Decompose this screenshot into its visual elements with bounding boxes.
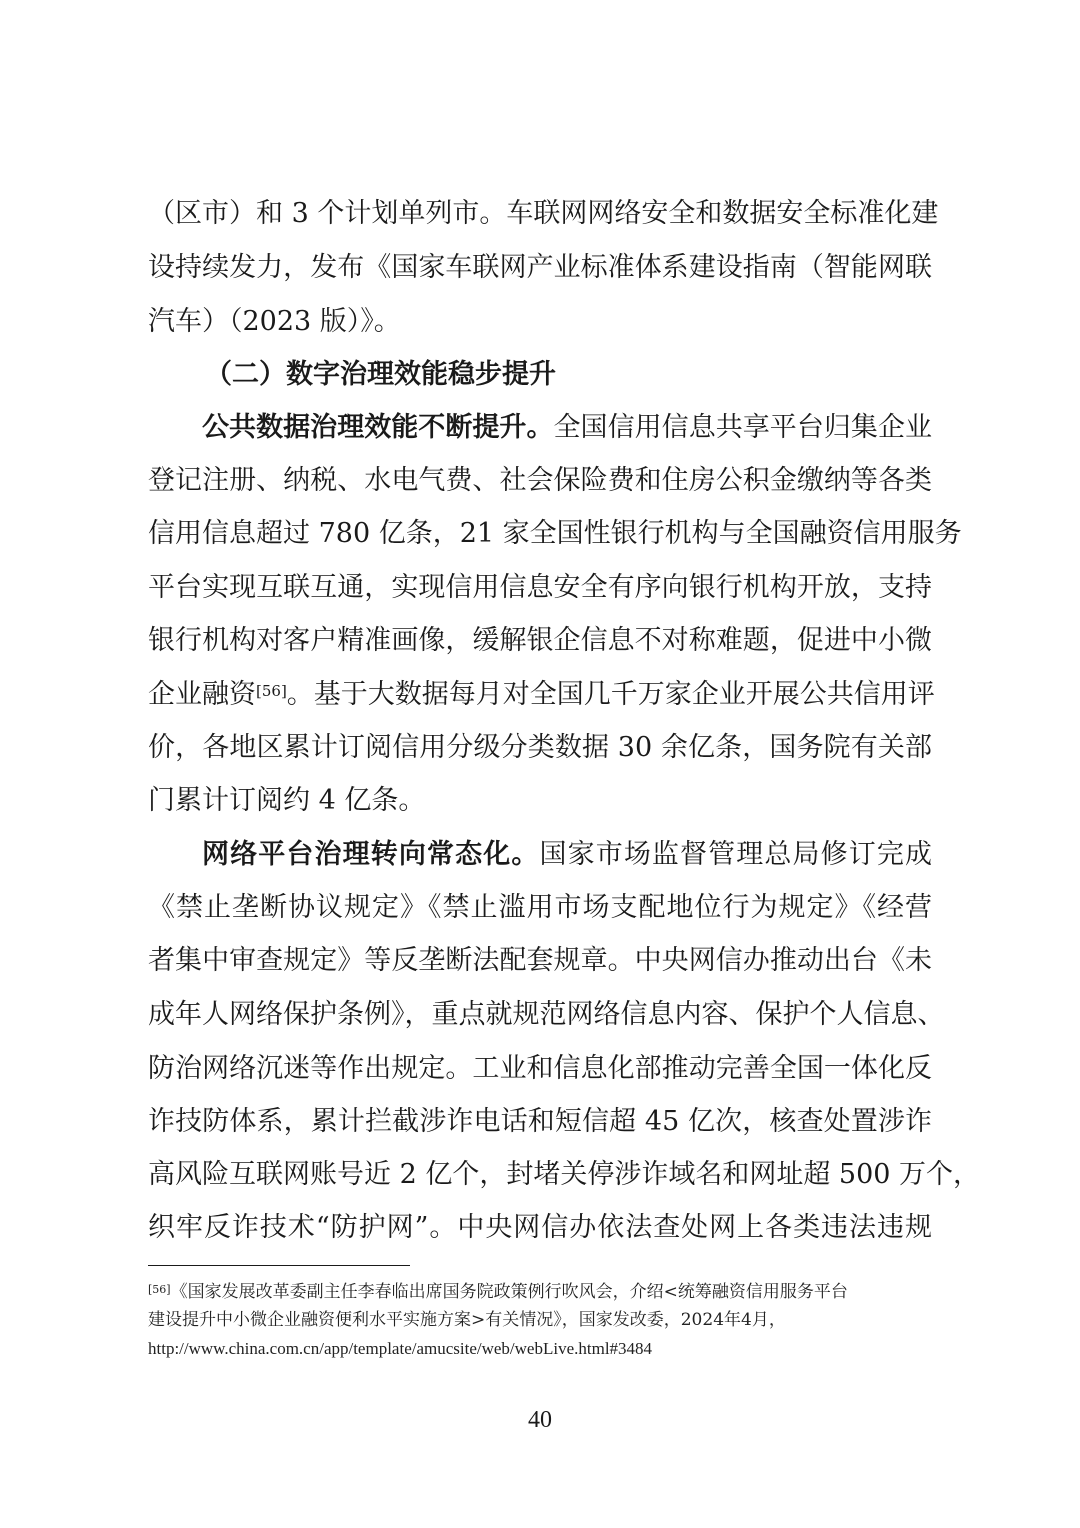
paragraph-3-line-6: 诈技防体系，累计拦截涉诈电话和短信超 45 亿次，核查处置涉诈 bbox=[148, 1106, 932, 1137]
paragraph-2-line-3: 信用信息超过 780 亿条，21 家全国性银行机构与全国融资信用服务 bbox=[148, 518, 962, 549]
paragraph-2-line-6 bbox=[148, 675, 935, 715]
paragraph-2-line-7: 价，各地区累计订阅信用分级分类数据 30 余亿条，国务院有关部 bbox=[148, 732, 932, 763]
paragraph-2-line-6-start: 企业融资 bbox=[148, 679, 256, 710]
paragraph-3-lead: 网络平台治理转向常态化。 bbox=[202, 839, 540, 870]
paragraph-3-line-1 bbox=[202, 835, 932, 875]
paragraph-3-line-2: 《禁止垄断协议规定》《禁止滥用市场支配地位行为规定》《经营 bbox=[148, 892, 932, 923]
paragraph-2-line-5: 银行机构对客户精准画像，缓解银企信息不对称难题，促进中小微 bbox=[148, 625, 932, 656]
paragraph-2-line-1-text: 全国信用信息共享平台归集企业 bbox=[553, 412, 932, 443]
paragraph-2-line-2: 登记注册、纳税、水电气费、社会保险费和住房公积金缴纳等各类 bbox=[148, 465, 932, 496]
footnote-reference[interactable]: [56] bbox=[256, 682, 287, 700]
paragraph-2-line-6-end: 。基于大数据每月对全国几千万家企业开展公共信用评 bbox=[286, 679, 935, 710]
paragraph-3-line-8: 织牢反诈技术“防护网”。中央网信办依法查处网上各类违法违规 bbox=[148, 1212, 932, 1243]
footnote-line-2: 建设提升中小微企业融资便利水平实施方案>有关情况》，国家发改委，2024年4月， bbox=[148, 1310, 786, 1330]
footnote-text-1: 《国家发展改革委副主任李春临出席国务院政策例行吹风会，介绍<统筹融资信用服务平台 bbox=[170, 1282, 848, 1302]
paragraph-3-line-7: 高风险互联网账号近 2 亿个，封堵关停涉诈域名和网址超 500 万个， bbox=[148, 1159, 981, 1190]
paragraph-1-line-1: （区市）和 3 个计划单列市。车联网网络安全和数据安全标准化建 bbox=[148, 198, 939, 229]
footnote-marker: [56] bbox=[148, 1283, 171, 1296]
paragraph-2-line-8: 门累计订阅约 4 亿条。 bbox=[148, 785, 426, 816]
section-heading: （二）数字治理效能稳步提升 bbox=[205, 359, 556, 390]
paragraph-1-line-3: 汽车）（2023 版）》。 bbox=[148, 306, 401, 337]
paragraph-2-line-1 bbox=[202, 408, 932, 448]
paragraph-3-line-5: 防治网络沉迷等作出规定。工业和信息化部推动完善全国一体化反 bbox=[148, 1053, 932, 1084]
paragraph-3-line-3: 者集中审查规定》等反垄断法配套规章。中央网信办推动出台《未 bbox=[148, 945, 932, 976]
footnote-url[interactable]: http://www.china.com.cn/app/template/amucsite/web/webLive.html#3484 bbox=[148, 1339, 653, 1358]
paragraph-2-lead: 公共数据治理效能不断提升。 bbox=[202, 412, 554, 443]
paragraph-2-line-4: 平台实现互联互通，实现信用信息安全有序向银行机构开放，支持 bbox=[148, 572, 932, 603]
footnote-divider bbox=[148, 1265, 410, 1266]
paragraph-3-line-4: 成年人网络保护条例》，重点就规范网络信息内容、保护个人信息、 bbox=[148, 999, 945, 1030]
page-number: 40 bbox=[528, 1407, 552, 1433]
paragraph-1-line-2: 设持续发力，发布《国家车联网产业标准体系建设指南（智能网联 bbox=[148, 252, 932, 283]
paragraph-3-line-1-text: 国家市场监督管理总局修订完成 bbox=[539, 839, 933, 870]
footnote-line-1 bbox=[148, 1279, 932, 1305]
